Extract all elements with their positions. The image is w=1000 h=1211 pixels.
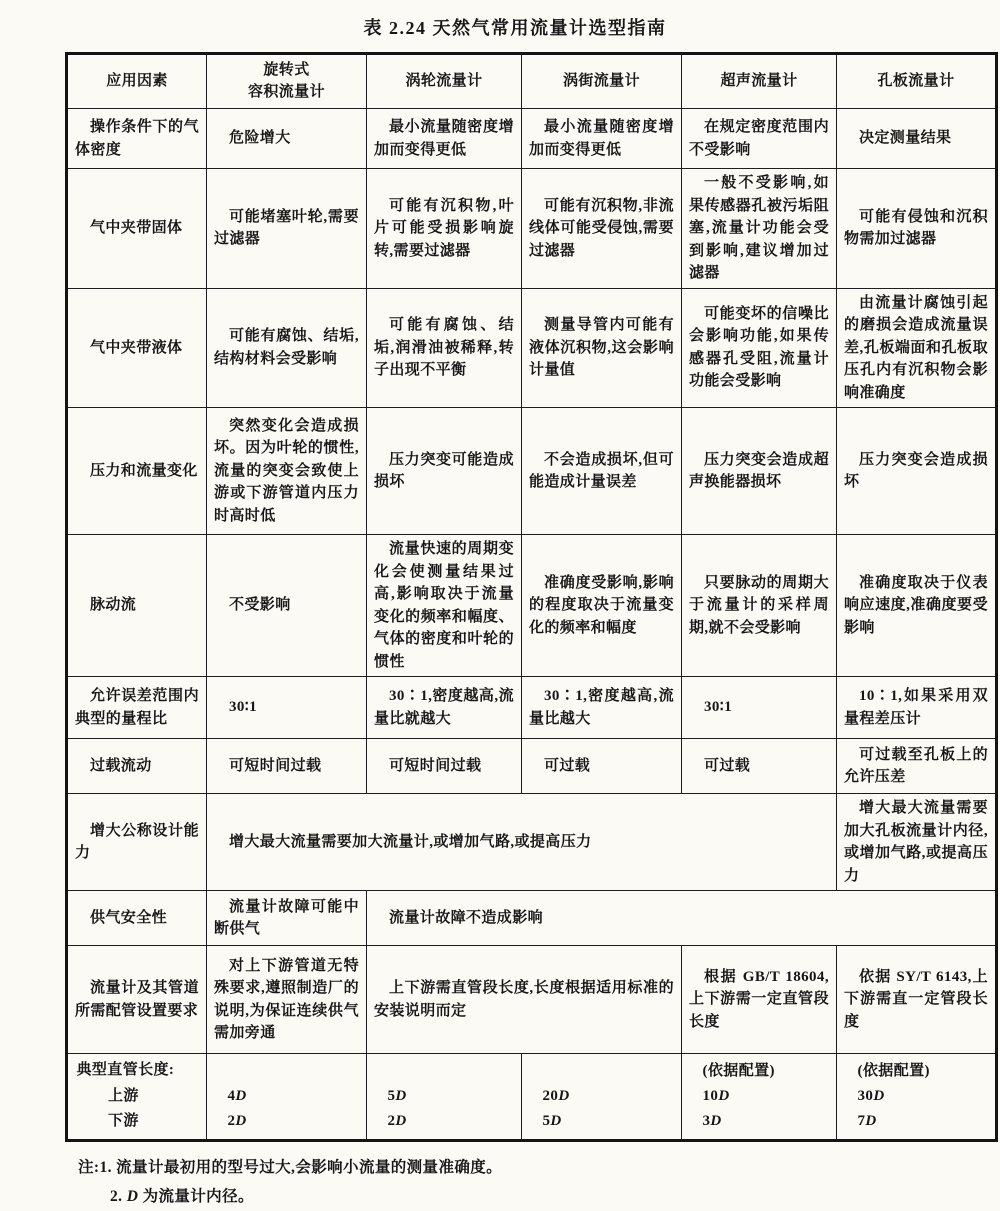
row-label: 流量计及其管道所需配管设置要求 [67, 946, 207, 1054]
row-label: 压力和流量变化 [67, 408, 207, 535]
row-label: 气中夹带液体 [67, 288, 207, 408]
table-row [67, 891, 997, 946]
table-cell: 增大最大流量需要加大流量计,或增加气路,或提高压力 [207, 794, 837, 891]
row-label: 增大公称设计能力 [67, 794, 207, 891]
column-header: 旋转式 容积流量计 [207, 54, 367, 109]
row-label: 气中夹带固体 [67, 169, 207, 289]
table-cell: 突然变化会造成损坏。因为叶轮的惯性,流量的突变会致使上游或下游管道内压力时高时低 [207, 408, 367, 535]
table-cell: 依据 SY/T 6143,上下游需直一定管段长度 [837, 946, 997, 1054]
table-row [67, 288, 997, 408]
table-cell: 5D 2D [367, 1054, 522, 1141]
table-cell: 可能有沉积物,叶片可能受损影响旋转,需要过滤器 [367, 169, 522, 289]
table-cell: 不受影响 [207, 535, 367, 677]
column-header: 超声流量计 [682, 54, 837, 109]
table-cell: 危险增大 [207, 109, 367, 169]
table-title: 表 2.24 天然气常用流量计选型指南 [363, 18, 667, 38]
table-cell: 可过载 [682, 739, 837, 794]
column-header: 应用因素 [67, 54, 207, 109]
table-cell: 可过载至孔板上的允许压差 [837, 739, 997, 794]
table-cell: 上下游需直管段长度,长度根据适用标准的安装说明而定 [367, 946, 682, 1054]
table-row [67, 946, 997, 1054]
column-header: 涡轮流量计 [367, 54, 522, 109]
row-label: 允许误差范围内典型的量程比 [67, 677, 207, 739]
header-row [67, 54, 997, 109]
table-cell: 可能堵塞叶轮,需要过滤器 [207, 169, 367, 289]
row-label: 过载流动 [67, 739, 207, 794]
row-label: 脉动流 [67, 535, 207, 677]
table-cell: 最小流量随密度增加而变得更低 [522, 109, 682, 169]
row-label: 供气安全性 [67, 891, 207, 946]
table-cell: 准确度取决于仪表响应速度,准确度要受影响 [837, 535, 997, 677]
table-cell: 增大最大流量需要加大孔板流量计内径,或增加气路,或提高压力 [837, 794, 997, 891]
table-cell: 流量计故障不造成影响 [367, 891, 997, 946]
table-cell: 压力突变会造成超声换能器损坏 [682, 408, 837, 535]
row-label: 操作条件下的气体密度 [67, 109, 207, 169]
column-header: 涡街流量计 [522, 54, 682, 109]
table-cell: 可能有腐蚀、结垢,润滑油被稀释,转子出现不平衡 [367, 288, 522, 408]
table-cell: 可过载 [522, 739, 682, 794]
table-cell: 不会造成损坏,但可能造成计量误差 [522, 408, 682, 535]
table-cell: 只要脉动的周期大于流量计的采样周期,就不会受影响 [682, 535, 837, 677]
table-cell: 在规定密度范围内不受影响 [682, 109, 837, 169]
table-cell: 流量快速的周期变化会使测量结果过高,影响取决于流量变化的频率和幅度、气体的密度和叶轮的惯性 [367, 535, 522, 677]
table-cell: 准确度受影响,影响的程度取决于流量变化的频率和幅度 [522, 535, 682, 677]
table-row [67, 408, 997, 535]
flowmeter-selection-table [65, 52, 998, 1142]
table-cell: 30∶1 [682, 677, 837, 739]
table-cell: 决定测量结果 [837, 109, 997, 169]
table-row [67, 677, 997, 739]
table-body [67, 109, 997, 1141]
table-cell: 由流量计腐蚀引起的磨损会造成流量误差,孔板端面和孔板取压孔内有沉积物会影响准确度 [837, 288, 997, 408]
table-row [67, 794, 997, 891]
row-label: 典型直管长度: 上游 下游 [67, 1054, 207, 1141]
table-cell: 压力突变可能造成损坏 [367, 408, 522, 535]
table-cell: 一般不受影响,如果传感器孔被污垢阻塞,流量计功能会受到影响,建议增加过滤器 [682, 169, 837, 289]
table-row [67, 109, 997, 169]
table-cell: (依据配置) 30D 7D [837, 1054, 997, 1141]
table-cell: 压力突变会造成损坏 [837, 408, 997, 535]
table-cell: 可短时间过载 [367, 739, 522, 794]
table-cell: (依据配置) 10D 3D [682, 1054, 837, 1141]
table-cell: 可能有侵蚀和沉积物需加过滤器 [837, 169, 997, 289]
table-cell: 最小流量随密度增加而变得更低 [367, 109, 522, 169]
table-row [67, 535, 997, 677]
table-row [67, 1054, 997, 1141]
table-cell: 可能有腐蚀、结垢,结构材料会受影响 [207, 288, 367, 408]
note-line: 2. D 为流量计内径。 [110, 1187, 254, 1205]
table-header [67, 54, 997, 109]
table-cell: 30∶1 [207, 677, 367, 739]
table-row [67, 169, 997, 289]
table-notes [78, 1154, 1000, 1211]
table-cell: 20D 5D [522, 1054, 682, 1141]
table-cell: 10∶1,如果采用双量程差压计 [837, 677, 997, 739]
table-cell: 测量导管内可能有液体沉积物,这会影响计量值 [522, 288, 682, 408]
table-cell: 30∶1,密度越高,流量比就越大 [367, 677, 522, 739]
table-cell: 流量计故障可能中断供气 [207, 891, 367, 946]
table-cell: 根据 GB/T 18604,上下游需一定直管段长度 [682, 946, 837, 1054]
table-cell: 可短时间过载 [207, 739, 367, 794]
table-row [67, 739, 997, 794]
table-cell: 对上下游管道无特殊要求,遵照制造厂的说明,为保证连续供气需加旁通 [207, 946, 367, 1054]
table-cell: 30∶1,密度越高,流量比越大 [522, 677, 682, 739]
column-header: 孔板流量计 [837, 54, 997, 109]
note-line: 注:1. 流量计最初用的型号过大,会影响小流量的测量准确度。 [78, 1159, 503, 1176]
table-cell: 可能变坏的信噪比会影响功能,如果传感器孔受阻,流量计功能会受影响 [682, 288, 837, 408]
table-cell: 可能有沉积物,非流线体可能受侵蚀,需要过滤器 [522, 169, 682, 289]
table-cell: 4D 2D [207, 1054, 367, 1141]
